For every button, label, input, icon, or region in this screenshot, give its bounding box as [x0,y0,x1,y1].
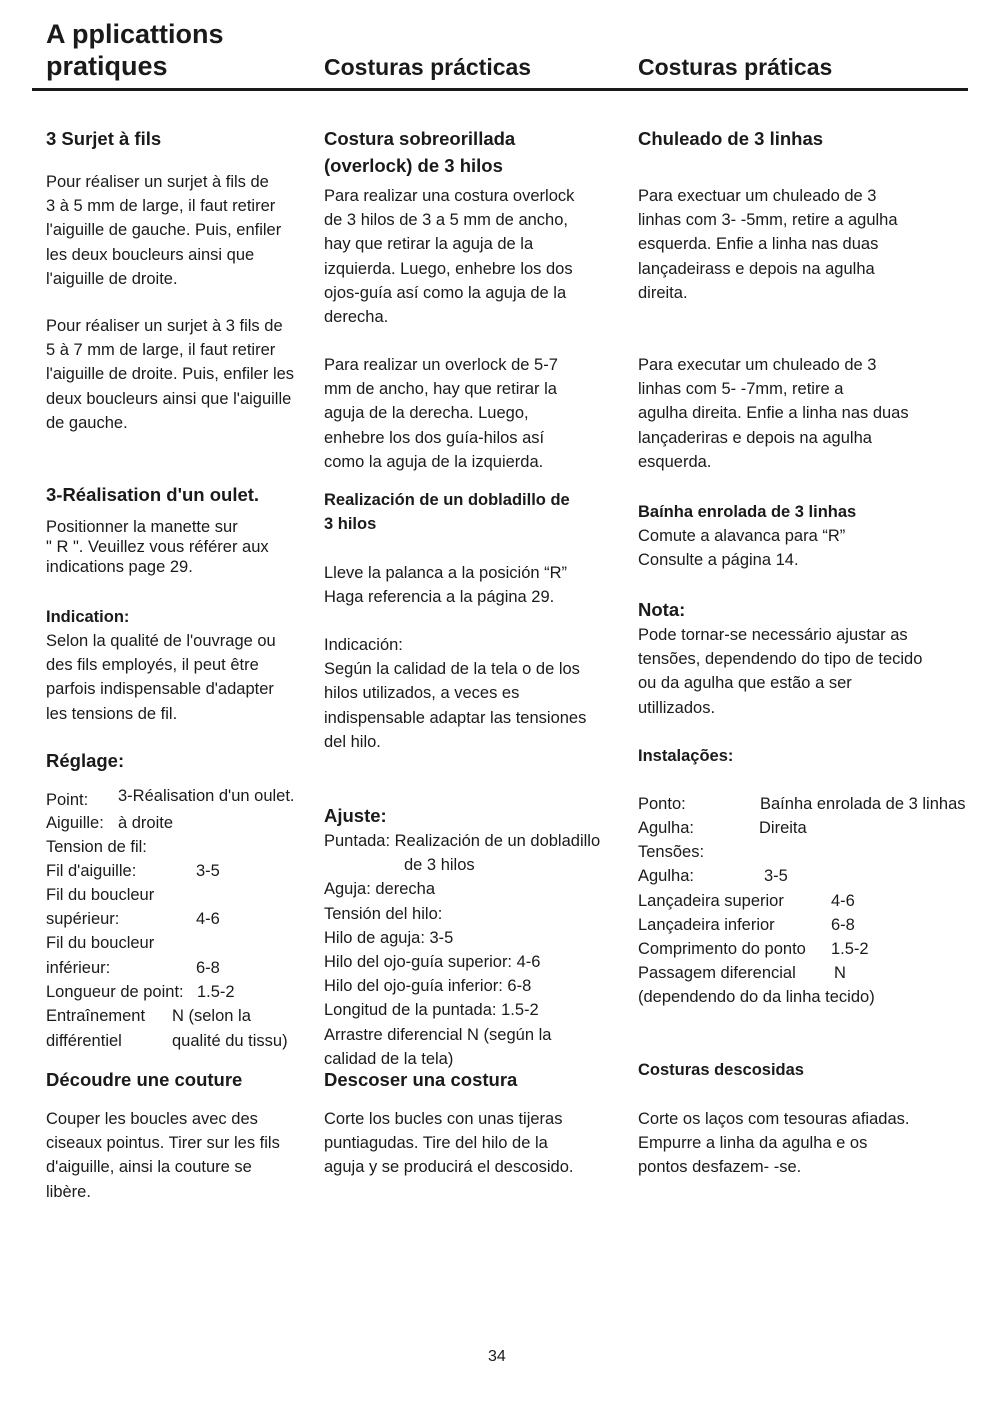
pt-descosidas-heading: Costuras descosidas [638,1061,804,1079]
pt-setting-ponto-label: Ponto: [638,795,686,813]
fr-setting-point-value: 3-Réalisation d'un oulet. [118,787,295,805]
es-ajuste-heading: Ajuste: [324,805,387,826]
text-line: Positionner la manette sur [46,518,238,536]
text-line: Comute a alavanca para “R” [638,527,846,545]
fr-setting-fil-sup-label1: Fil du boucleur [46,886,155,904]
text-line: " R ". Veuillez vous référer aux [46,538,269,556]
pt-setting-inf-value: 6-8 [831,916,855,934]
text-line: derecha. [324,308,389,327]
page-title-pt: Costuras práticas [638,54,833,80]
text-line: Pour réaliser un surjet à fils de [46,173,269,191]
fr-setting-aiguille-value: à droite [118,814,174,832]
text-line: hay que retirar la aguja de la [324,235,534,254]
es-dobladillo-heading [324,488,570,536]
fr-setting-fil-aiguille-label: Fil d'aiguille: [46,862,137,880]
text-line: esquerda. [638,452,712,471]
fr-oulet-heading: 3-Réalisation d'un oulet. [46,484,260,505]
heading-line: 3 hilos [324,515,377,533]
text-line: Haga referencia a la página 29. [324,588,555,607]
text-line: libère. [46,1182,91,1201]
fr-reglage-heading: Réglage: [46,750,125,771]
text-line: agulha direita. Enfie a linha nas duas [638,404,909,423]
setting-line: Arrastre diferencial N (según la [324,1025,552,1044]
text-line: ciseaux pointus. Tirer sur les fils [46,1134,280,1153]
text-line: Corte los bucles con unas tijeras [324,1110,563,1128]
text-line: indispensable adaptar las tensiones [324,708,587,727]
text-line: ojos-guía así como la aguja de la [324,283,567,302]
setting-line: Longitud de la puntada: 1.5-2 [324,1001,539,1020]
setting-line: Puntada: Realización de un dobladillo [324,832,601,850]
pt-descosidas-para [638,1107,909,1180]
pt-setting-inf-label: Lançadeira inferior [638,916,775,934]
setting-line: Tensión del hilo: [324,904,443,923]
text-line: lançadeirass e depois na agulha [638,259,875,278]
pt-chuleado-para1 [638,184,898,305]
text-line: Para realizar una costura overlock [324,187,575,205]
page-number: 34 [488,1348,506,1365]
text-line: indications page 29. [46,558,193,576]
text-line: Indicación: [324,636,403,654]
text-line: 5 à 7 mm de large, il faut retirer [46,341,276,360]
text-line: ou da agulha que estão a ser [638,674,852,693]
fr-indication-heading: Indication: [46,608,130,626]
text-line: Consulte a página 14. [638,551,799,570]
pt-setting-tensoes: Tensões: [638,843,705,861]
text-line: Para realizar un overlock de 5-7 [324,356,558,374]
fr-decoudre-para [46,1107,280,1204]
text-line: como la aguja de la izquierda. [324,452,544,471]
text-line: les deux boucleurs ainsi que [46,245,255,264]
text-line: utillizados. [638,698,716,717]
heading-line: Costura sobreorillada [324,128,516,149]
fr-setting-entrainement-value2: qualité du tissu) [172,1032,288,1050]
text-line: esquerda. Enfie a linha nas duas [638,235,879,254]
es-descoser-para [324,1107,573,1180]
text-line: lançaderiras e depois na agulha [638,428,872,447]
setting-line: Aguja: derecha [324,880,435,899]
heading-line: Realización de un dobladillo de [324,491,570,509]
text-line: aguja y se producirá el descosido. [324,1158,574,1177]
heading-line: (overlock) de 3 hilos [324,155,503,176]
fr-surjet-para1 [46,170,281,291]
text-line: hilos utilizados, a veces es [324,684,520,703]
text-line: Selon la qualité de l'ouvrage ou [46,632,276,650]
text-line: de 3 hilos de 3 a 5 mm de ancho, [324,211,568,230]
pt-setting-sup-value: 4-6 [831,892,855,910]
text-line: l'aiguille de droite. [46,269,178,288]
text-line: Pode tornar-se necessário ajustar as [638,626,908,644]
text-line: d'aiguille, ainsi la couture se [46,1158,252,1177]
pt-setting-sup-label: Lançadeira superior [638,892,784,910]
fr-setting-tension: Tension de fil: [46,838,147,856]
text-line: des fils employés, il peut être [46,656,259,675]
text-line: l'aiguille de gauche. Puis, enfiler [46,221,282,240]
pt-setting-ponto-value: Baínha enrolada de 3 linhas [760,795,966,813]
fr-setting-fil-sup-label2: supérieur: [46,910,120,928]
es-dobladillo-para [324,561,567,609]
fr-setting-fil-inf-value: 6-8 [196,959,220,977]
fr-setting-fil-inf-label1: Fil du boucleur [46,934,155,952]
fr-surjet-para2 [46,314,294,435]
text-line: mm de ancho, hay que retirar la [324,380,557,399]
text-line: Couper les boucles avec des [46,1110,258,1128]
setting-line: de 3 hilos [404,856,475,875]
fr-surjet-heading: 3 Surjet à fils [46,128,162,149]
fr-oulet-para [46,517,269,577]
es-ajuste-settings [324,829,600,1071]
pt-setting-pass-value: N [834,964,846,982]
text-line: enhebre los dos guía-hilos así [324,428,545,447]
fr-setting-longueur-label: Longueur de point: [46,983,184,1001]
pt-setting-dependendo: (dependendo do da linha tecido) [638,988,875,1006]
setting-line: Hilo del ojo-guía superior: 4-6 [324,953,541,972]
pt-setting-agulha-label: Agulha: [638,819,694,837]
pt-bainha-heading: Baínha enrolada de 3 linhas [638,503,857,521]
text-line: Pour réaliser un surjet à 3 fils de [46,317,283,335]
page-title-fr-line2: pratiques [46,51,168,81]
es-overlock-heading [324,125,515,179]
text-line: linhas com 3- -5mm, retire a agulha [638,211,898,230]
es-indicacion-para [324,633,586,754]
page-title-es: Costuras prácticas [324,54,532,80]
pt-chuleado-para2 [638,353,909,474]
text-line: izquierda. Luego, enhebre los dos [324,259,573,278]
text-line: Lleve la palanca a la posición “R” [324,564,568,582]
es-overlock-para1 [324,184,574,329]
fr-setting-aiguille-label: Aiguille: [46,814,104,832]
pt-bainha-para [638,524,845,572]
text-line: l'aiguille de droite. Puis, enfiler les [46,365,295,384]
pt-setting-pass-label: Passagem diferencial [638,964,796,982]
fr-setting-fil-aiguille-value: 3-5 [196,862,220,880]
text-line: deux boucleurs ainsi que l'aiguille [46,389,292,408]
setting-line: calidad de la tela) [324,1049,454,1068]
text-line: Empurre a linha da agulha e os [638,1134,868,1153]
pt-chuleado-heading: Chuleado de 3 linhas [638,128,824,149]
text-line: 3 à 5 mm de large, il faut retirer [46,197,276,216]
text-line: parfois indispensable d'adapter [46,680,274,699]
fr-setting-entrainement-label1: Entraînement [46,1007,146,1025]
fr-setting-entrainement-value1: N (selon la [172,1007,251,1025]
text-line: direita. [638,283,688,302]
fr-indication-para [46,629,276,726]
text-line: aguja de la derecha. Luego, [324,404,529,423]
text-line: les tensions de fil. [46,704,178,723]
setting-line: Hilo de aguja: 3-5 [324,928,454,947]
text-line: linhas com 5- -7mm, retire a [638,380,844,399]
fr-setting-longueur-value: 1.5-2 [197,983,235,1001]
pt-nota-heading: Nota: [638,599,686,620]
pt-nota-para [638,623,922,720]
fr-setting-fil-inf-label2: inférieur: [46,959,111,977]
pt-setting-agulha-value: Direita [759,819,807,837]
text-line: Para exectuar um chuleado de 3 [638,187,877,205]
header-rule [32,88,968,91]
text-line: pontos desfazem- -se. [638,1158,802,1177]
text-line: Corte os laços com tesouras afiadas. [638,1110,910,1128]
pt-instalacoes-heading: Instalações: [638,747,734,765]
pt-setting-agulha2-value: 3-5 [764,867,788,885]
pt-setting-comp-label: Comprimento do ponto [638,940,806,958]
fr-setting-entrainement-label2: différentiel [46,1032,122,1050]
fr-setting-fil-sup-value: 4-6 [196,910,220,928]
text-line: del hilo. [324,732,381,751]
es-descoser-heading: Descoser una costura [324,1069,518,1090]
text-line: puntiagudas. Tire del hilo de la [324,1134,548,1153]
es-overlock-para2 [324,353,558,474]
fr-setting-point-label: Point: [46,791,89,809]
page-title-fr-line1: A pplicattions [46,19,224,49]
text-line: Según la calidad de la tela o de los [324,660,580,679]
pt-setting-comp-value: 1.5-2 [831,940,869,958]
pt-setting-agulha2-label: Agulha: [638,867,694,885]
text-line: tensões, dependendo do tipo de tecido [638,650,923,669]
setting-line: Hilo del ojo-guía inferior: 6-8 [324,977,532,996]
fr-decoudre-heading: Découdre une couture [46,1069,243,1090]
text-line: Para executar um chuleado de 3 [638,356,877,374]
text-line: de gauche. [46,413,128,432]
